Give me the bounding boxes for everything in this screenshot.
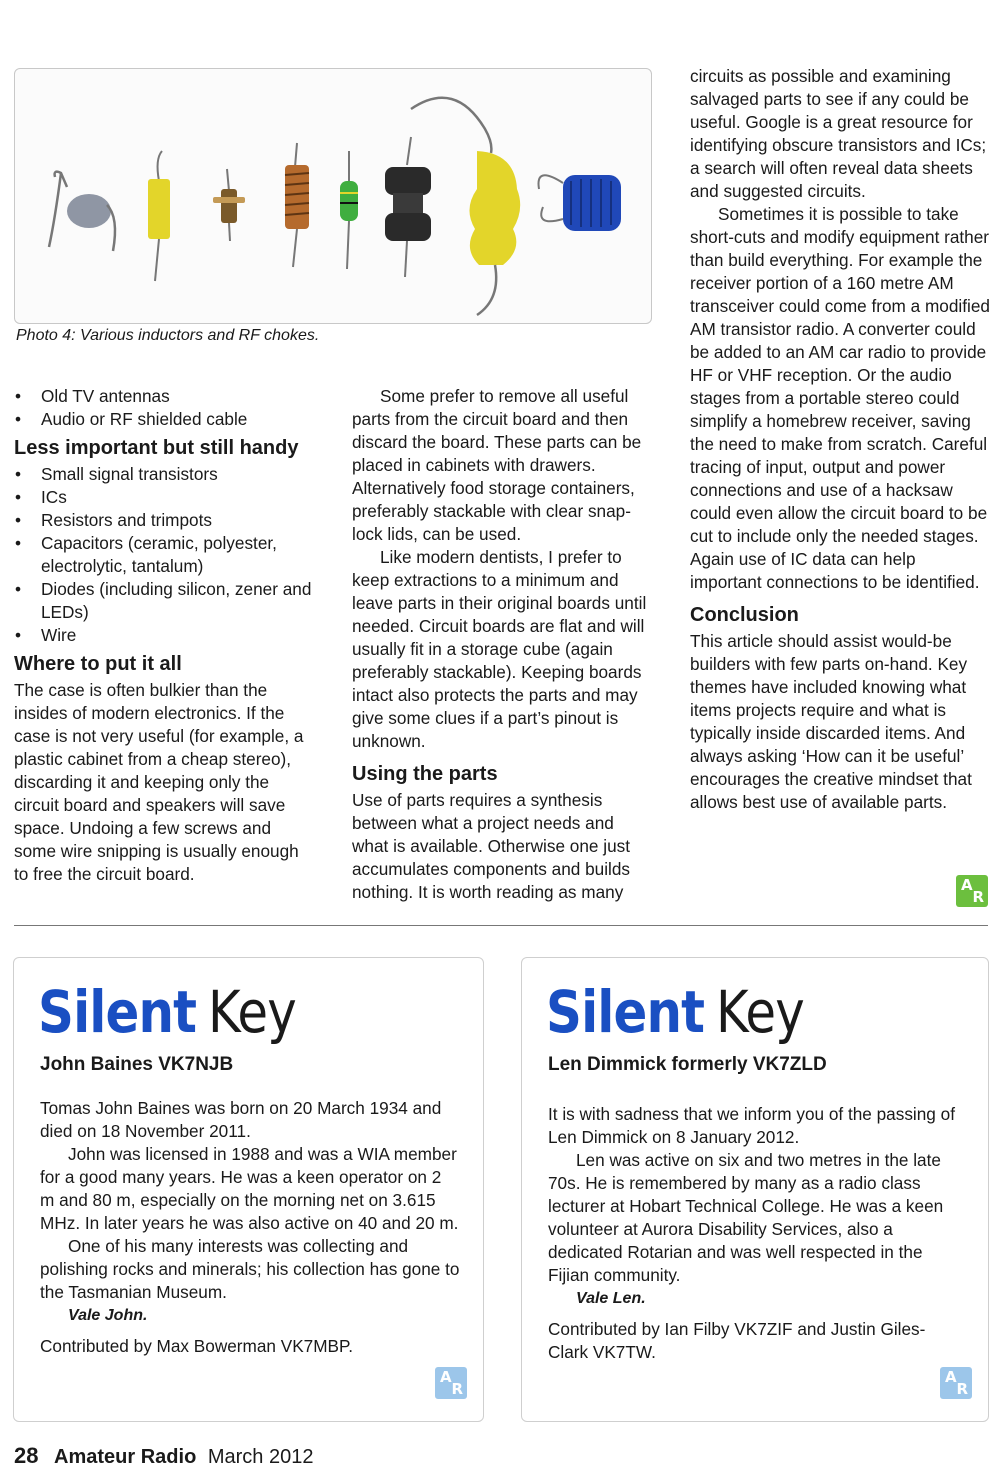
silent-key-title: [546, 980, 818, 1045]
silent-key-box-2: [521, 957, 989, 1422]
logo-letter-a: A: [961, 876, 973, 894]
obituary-name: John Baines VK7NJB: [40, 1054, 234, 1075]
silent-key-box-1: [13, 957, 484, 1422]
paragraph: Some prefer to remove all useful parts from the circuit board and then discard the board. These parts can be placed in cabinets with drawers. Alternatively food storage containers, preferably stackable with clear snap-lock lids, can be used.: [352, 386, 642, 544]
magazine-title: Amateur Radio: [54, 1446, 197, 1468]
amateur-radio-logo: [435, 1367, 467, 1399]
section-heading: Less important but still handy: [14, 437, 299, 459]
vale-line: Vale John.: [68, 1307, 148, 1324]
yellow-axial-choke: [148, 151, 170, 281]
issue-date: March 2012: [207, 1446, 314, 1468]
column-2: [352, 385, 654, 904]
logo-letter-r: R: [956, 1380, 968, 1398]
logo-letter-a: A: [945, 1368, 957, 1386]
obituary-name: Len Dimmick formerly VK7ZLD: [548, 1054, 827, 1075]
grey-choke-component: [49, 172, 115, 251]
large-yellow-choke: [411, 98, 520, 315]
list-item: • Audio or RF shielded cable: [14, 408, 314, 431]
inductors-photo: [14, 68, 652, 324]
page-number: 28: [14, 1443, 39, 1468]
page-footer: [14, 1443, 313, 1469]
parts-list-top: [14, 385, 314, 431]
paragraph: Sometimes it is possible to take short-cuts and modify equipment rather than build everything. For example the receiver portion of a 160 metre AM transceiver could come from a modified AM transistor radio. A converter could be added to an AM car radio to provide HF or VHF reception. Or the audio stages from a portable stereo could simplify a homebrew receiver, saving the need to make from scratch. Careful tracing of input, output and power connections and use of a hacksaw could even allow the circuit board to be cut to include only the needed stages. Again use of IC data can help important connections to be identified.: [690, 204, 990, 592]
logo-letter-a: A: [440, 1368, 452, 1386]
paragraph: John was licensed in 1988 and was a WIA member for a good many years. He was a keen operator on 2 m and 80 m, especially on the morning net on 3.615 MHz. In later years he was also active on 40 and 20 m.: [40, 1144, 459, 1233]
paragraph: One of his many interests was collecting and polishing rocks and minerals; his collection has gone to the Tasmanian Museum.: [40, 1236, 460, 1302]
list-item: • Resistors and trimpots: [14, 509, 314, 532]
silent-key-title: [38, 980, 310, 1045]
paragraph: The case is often bulkier than the insides of modern electronics. If the case is not very useful (for example, a plastic cabinet from a cheap stereo), discarding it and keeping only the circuit board and speakers will save space. Undoing a few screws and some wire snipping is usually enough to free the circuit board.: [14, 680, 304, 884]
logo-letter-r: R: [972, 888, 984, 906]
obituary-body: [548, 1103, 963, 1364]
paragraph: Like modern dentists, I prefer to keep extractions to a minimum and leave parts in their original boards until needed. Circuit boards are flat and will usually fit in a storage cube (again preferably stackable). Keeping boards intact also protects the parts and may give some clues if a part’s pinout is unknown.: [352, 547, 647, 751]
photo-caption: Photo 4: Various inductors and RF chokes.: [16, 327, 320, 344]
list-item: • Capacitors (ceramic, polyester, electrolytic, tantalum): [14, 532, 314, 578]
paragraph: Tomas John Baines was born on 20 March 1934 and died on 18 November 2011.: [40, 1098, 442, 1141]
obituary-body: [40, 1097, 460, 1358]
contributor-line: Contributed by Ian Filby VK7ZIF and Justin Giles-Clark VK7TW.: [548, 1319, 926, 1362]
paragraph: circuits as possible and examining salvaged parts to see if any could be useful. Google is a great resource for identifying obscure transistors and ICs; a search will often reveal data sheets and suggested circuits.: [690, 66, 987, 201]
inductors-illustration: [15, 69, 651, 323]
amateur-radio-logo: [940, 1367, 972, 1399]
title-key: Key: [715, 978, 804, 1046]
section-heading: Using the parts: [352, 763, 498, 785]
section-heading: Conclusion: [690, 604, 799, 626]
paragraph: Use of parts requires a synthesis between what a project needs and what is available. Otherwise one just accumulates components and builds nothing. It is worth reading as many: [352, 790, 631, 902]
paragraph: This article should assist would-be builders with few parts on-hand. Key themes have included knowing what items projects require and what is typically inside discarded items. And always asking ‘How can it be useful’ encourages the creative mindset that allows best use of available parts.: [690, 631, 972, 812]
title-silent: Silent: [38, 978, 197, 1046]
copper-wound-choke: [285, 143, 309, 267]
section-heading: Where to put it all: [14, 653, 182, 675]
copper-disc-choke: [213, 169, 245, 241]
amateur-radio-logo: [956, 875, 988, 907]
green-axial-choke: [340, 151, 358, 269]
vale-line: Vale Len.: [576, 1290, 646, 1307]
paragraph: It is with sadness that we inform you of the passing of Len Dimmick on 8 January 2012.: [548, 1104, 955, 1147]
list-item: • Diodes (including silicon, zener and LEDs): [14, 578, 314, 624]
blue-coil-choke: [539, 175, 622, 231]
ferrite-bead-choke: [385, 137, 431, 277]
title-silent: Silent: [546, 978, 705, 1046]
column-3: [690, 65, 990, 814]
paragraph: Len was active on six and two metres in the late 70s. He is remembered by many as a radio class lecturer at Hobart Technical College. He was a keen volunteer at Aurora Disability Services, also a dedicated Rotarian and was well respected in the Fijian community.: [548, 1150, 944, 1285]
list-item: • Wire: [14, 624, 314, 647]
contributor-line: Contributed by Max Bowerman VK7MBP.: [40, 1336, 354, 1356]
section-divider: [14, 925, 988, 926]
list-item: • Small signal transistors: [14, 463, 314, 486]
parts-list-less-important: [14, 463, 314, 647]
logo-letter-r: R: [451, 1380, 463, 1398]
list-item: • ICs: [14, 486, 314, 509]
list-item: • Old TV antennas: [14, 385, 314, 408]
column-1: [14, 385, 314, 886]
title-key: Key: [207, 978, 296, 1046]
